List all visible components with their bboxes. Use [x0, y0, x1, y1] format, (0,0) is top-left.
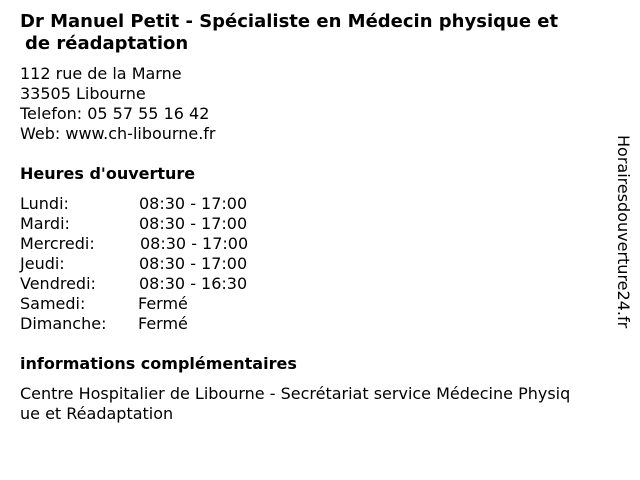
site-brand-vertical: Horairesdouverture24.fr: [614, 135, 633, 329]
time-value: 08:30 - 17:00: [139, 194, 248, 213]
time-value: 08:30 - 16:30: [139, 274, 248, 293]
additional-info-line-2: ue et Réadaptation: [20, 404, 174, 423]
day-label: Mercredi:: [20, 234, 95, 253]
additional-info-heading: informations complémentaires: [20, 354, 297, 373]
page-title-line-2: de réadaptation: [25, 33, 189, 54]
day-label: Mardi:: [20, 214, 70, 233]
street-address: 112 rue de la Marne: [20, 64, 182, 83]
time-value: Fermé: [138, 314, 188, 333]
day-label: Vendredi:: [20, 274, 96, 293]
city-address: 33505 Libourne: [20, 84, 146, 103]
time-value: Fermé: [138, 294, 188, 313]
day-label: Lundi:: [20, 194, 69, 213]
day-label: Dimanche:: [20, 314, 107, 333]
additional-info-line-1: Centre Hospitalier de Libourne - Secrétariat service Médecine Physiq: [20, 384, 571, 403]
website: Web: www.ch-libourne.fr: [20, 124, 216, 143]
page-title-line-1: Dr Manuel Petit - Spécialiste en Médecin physique et: [20, 11, 559, 32]
opening-hours-heading: Heures d'ouverture: [20, 164, 196, 183]
phone-number: Telefon: 05 57 55 16 42: [20, 104, 210, 123]
additional-info-text: [20, 384, 570, 424]
day-label: Jeudi:: [20, 254, 65, 273]
page-title: [20, 11, 632, 55]
time-value: 08:30 - 17:00: [139, 254, 248, 273]
time-value: 08:30 - 17:00: [139, 214, 248, 233]
address-block: [20, 64, 216, 144]
time-value: 08:30 - 17:00: [140, 234, 249, 253]
day-label: Samedi:: [20, 294, 86, 313]
